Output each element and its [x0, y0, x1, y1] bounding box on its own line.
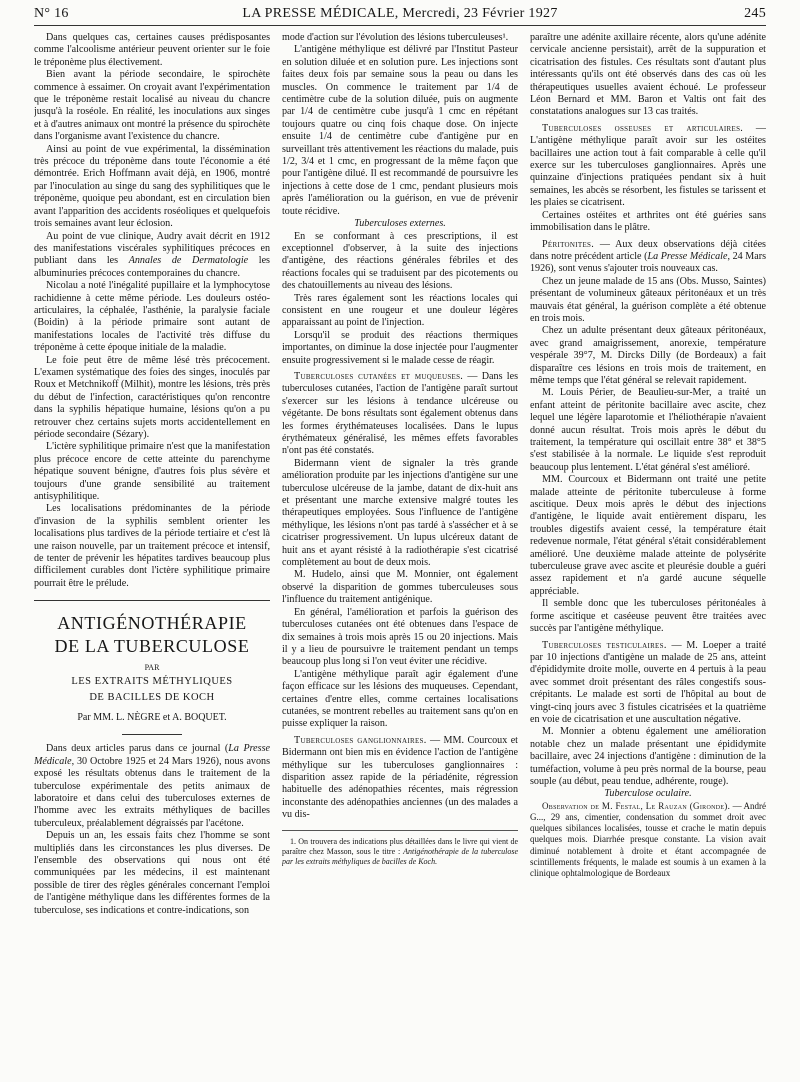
paragraph: Tuberculoses osseuses et articulaires. — L'antigène méthylique paraît avoir sur les ostéites bacillaires une action tout à fait comparable à celle qu'il exerce sur les tuberculoses ganglionnaires. Après une quinzaine d'injections pratiquées pendant six à huit semaines, les abcès se résorbent, les fistules se tarissent et les plaies se cicatrisent. — [530, 122, 766, 209]
paragraph: Dans quelques cas, certaines causes prédisposantes comme l'alcoolisme antérieur peuvent orienter sur le foie le tréponème plus électivement. — [34, 32, 270, 68]
paragraph: Tuberculoses testiculaires. — M. Loeper a traité par 10 injections d'antigène un malade de 25 ans, atteint d'épididymite droite molle, ouverte en 4 pertuis à la peau avec sommet droit présentant des râles congestifs sous-crépitants. Le malade est sorti de l'hôpital au bout de vingt-cinq jours avec 3 fistules cicatrisées et la quatrième en voie de cicatrisation et une auscultation négative. — [530, 639, 766, 725]
paragraph: Nicolau a noté l'inégalité pupillaire et la lymphocytose rachidienne à cette même période. Les douleurs ostéo-articulaires, la céphalée, l'asthénie, la paralysie faciale (Boidin) à la période primaire sont autant de manifestations locales de l'activité très diffuse du tréponème à cette époque initiale de la maladie. — [34, 280, 270, 354]
paragraph: Tuberculoses cutanées et muqueuses. — Dans les tuberculoses cutanées, l'action de l'antigène paraît surtout s'exercer sur les lésions à tendance ulcéreuse ou végétante. De bons résultats sont également obtenus dans les formes érythémateuses localisées. Dans le lupus érythémateux généralisé, les mêmes effets favorables n'ont pas été constatés. — [282, 370, 518, 457]
paragraph: En général, l'amélioration et parfois la guérison des tuberculoses cutanées ont été obtenues dans l'espace de dix semaines à trois mois après 15 ou 20 injections. Mais il y a lieu de poursuivre le traitement pendant un temps beaucoup plus long si l'on veut éviter une récidive. — [282, 606, 518, 668]
article-title-line-1: ANTIGÉNOTHÉRAPIE — [57, 613, 247, 634]
paragraph: Lorsqu'il se produit des réactions thermiques importantes, on diminue la dose injectée pour l'augmenter ensuite progressivement si le malade cesse de réagir. — [282, 329, 518, 366]
paragraph: Chez un jeune malade de 15 ans (Obs. Musso, Saintes) présentant de volumineux gâteaux péritonéaux et un très mauvais état général, la guérison complète a été obtenue en trois mois. — [530, 275, 766, 324]
issue-number: N° 16 — [34, 6, 69, 21]
paragraph: Certaines ostéites et arthrites ont été guéries sans immobilisation dans le plâtre. — [530, 209, 766, 234]
paragraph: Bien avant la période secondaire, le spirochète commence à essaimer. On croyait avant l'expérimentation que le tréponème restait localisé au niveau du chancre jusqu'à la roséole. En réalité, les inoculations aux singes et à d'autres animaux ont montré la présence du spirochète dans l'organisme avant l'existence du chancre. — [34, 69, 270, 143]
paragraph: paraître une adénite axillaire récente, alors qu'une adénite cervicale ancienne persistait), arrêt de la suppuration et cicatrisation des fistules. Ces résultats sont d'autant plus intéressants qu'ils ont été observés dans des cas où les thérapeutiques usuelles avaient échoué. Le professeur Léon Bernard et MM. Baron et Valtis ont fait des constatations analogues sur 13 cas traités. — [530, 32, 766, 118]
article-subtitle-line-1: LES EXTRAITS MÉTHYLIQUES — [71, 676, 233, 688]
footnote: 1. On trouvera des indications plus détaillées dans le livre qui vient de paraître chez Masson, sous le titre : Antigénothérapie de la tuberculose par les extraits méthyliques de bacilles de Koch. — [282, 830, 518, 867]
journal-title: LA PRESSE MÉDICALE, Mercredi, 23 Février 1927 — [242, 6, 558, 21]
section-title: Tuberculoses externes. — [354, 218, 446, 230]
header-rule — [34, 25, 766, 26]
paragraph: Depuis un an, les essais faits chez l'homme se sont multipliés dans les circonstances les plus diverses. De l'ensemble des observations qui nous ont été communiquées par les médecins, il est maintenant possible de tirer des règles générales concernant l'emploi de l'antigène méthylique dans les différentes formes de la tuberculose, ses indications et contre-indications, son — [34, 830, 270, 916]
paragraph: M. Monnier a obtenu également une amélioration notable chez un malade présentant une épididymite bacillaire, avec 24 injections d'antigène : diminution de la tuméfaction, volume à peu près normal de la bourse, peau souple (au début, peau tendue, adhérente, rouge). — [530, 726, 766, 787]
paragraph: M. Hudelo, ainsi que M. Monnier, ont également observé la disparition de gommes tuberculeuses sous l'influence du traitement antigénique. — [282, 569, 518, 606]
page-number: 245 — [744, 6, 766, 21]
paragraph: MM. Courcoux et Bidermann ont traité une petite malade atteinte de péritonite tuberculeuse à forme ascitique. Deux mois après le début des injections d'antigène, le liquide avait entièrement disparu, les troubles digestifs avaient cessé, la température était redevenue normale, l'état général s'était considérablement amélioré. Une deuxième malade atteinte de polysérite tuberculeuse grave avec ascite et pleurésie double a guéri assez rapidement et n'a gardé aucune séquelle appréciable. — [530, 474, 766, 597]
paragraph: En se conformant à ces prescriptions, il est exceptionnel d'observer, à la suite des injections d'antigène, des réactions générales fébriles et des réactions focales qui se traduisent par des picotements ou des chatouillements au niveau des lésions. — [282, 230, 518, 292]
paragraph: Dans deux articles parus dans ce journal (La Presse Médicale, 30 Octobre 1925 et 24 Mars 1926), nous avons exposé les résultats obtenus dans le traitement de la tuberculose expérimentale des petits animaux de laboratoire et dans celui des tuberculoses externes de l'homme avec les extraits méthyliques de bacilles tuberculeux, préalablement dégraissés par l'acétone. — [34, 743, 270, 829]
article-heading — [34, 600, 270, 735]
subsection-heading: Tuberculoses ganglionnaires. — [294, 734, 427, 746]
subsection-heading: Tuberculoses testiculaires. — [542, 639, 667, 651]
paragraph: Péritonites. — Aux deux observations déjà citées dans notre précédent article (La Presse Médicale, 24 Mars 1926), sont venus s'ajouter trois nouveaux cas. — [530, 238, 766, 275]
column-1 — [34, 32, 270, 1074]
paragraph: L'antigène méthylique paraît agir également d'une façon efficace sur les lésions des muqueuses. Cependant, certaines d'entre elles, comme certaines localisations cutanées, se montrent rebelles au traitement sans qu'on en puisse expliquer la raison. — [282, 668, 518, 730]
column-3 — [530, 32, 766, 1074]
observation-heading: Observation de M. Festal, Le Rauzan (Gironde). — [542, 800, 731, 811]
short-rule — [122, 734, 182, 735]
paragraph: mode d'action sur l'évolution des lésions tuberculeuses¹. — [282, 32, 509, 43]
article-authors: Par MM. L. NÈGRE et A. BOQUET. — [77, 712, 227, 724]
article-rule — [34, 600, 270, 601]
paragraph: L'ictère syphilitique primaire n'est que la manifestation plus précoce encore de cette atteinte du parenchyme hépatique souvent bénigne, d'autres fois plus sévère et toujours d'une grande sensibilité au traitement antisyphilitique. — [34, 441, 270, 503]
paragraph: Observation de M. Festal, Le Rauzan (Gironde). — André G..., 29 ans, cimentier, condensation du sommet droit avec quelques sibilances localisées, tousse et crache le matin depuis quelques mois. Diarrhée presque constante. La vision avait diminué notablement à droite et étant accompagnée de scintillements fréquents, le malade est soumis à un examen à la clinique ophtalmologique de Bordeaux — [530, 800, 766, 878]
article-subtitle-line-2: DE BACILLES DE KOCH — [89, 692, 215, 704]
paragraph: Au point de vue clinique, Audry avait décrit en 1912 des manifestations viscérales syphilitiques précoces en publiant dans les Annales de Dermatologie les albuminuries précoces contemporaines du chancre. — [34, 230, 270, 279]
paragraph: Tuberculoses ganglionnaires. — MM. Courcoux et Bidermann ont bien mis en évidence l'action de l'antigène méthylique sur les tuberculoses ganglionnaires : disparition assez rapide de la périadénite, régression habituelle des adénopathies récentes, mais régression inconstante des adénopathies anciennes (un des malades a vu dis- — [282, 734, 518, 821]
section-title: Tuberculose oculaire. — [604, 788, 692, 800]
paragraph: Il semble donc que les tuberculoses péritonéales à forme ascitique et caséeuse peuvent être traitées avec succès par l'antigène méthylique. — [530, 598, 766, 635]
article-title-line-2: DE LA TUBERCULOSE — [54, 636, 250, 657]
paragraph: Très rares également sont les réactions locales qui consistent en une rougeur et une douleur légères apparaissant au point de l'injection. — [282, 292, 518, 329]
subsection-heading: Tuberculoses osseuses et articulaires. — [542, 122, 744, 134]
subsection-heading: Péritonites. — [542, 238, 595, 250]
paragraph: Ainsi au point de vue expérimental, la dissémination très précoce du tréponème dans toute l'économie a été démontrée. Erich Hoffmann avait déjà, en 1906, montré par l'inoculation au singe du sang des syphilitiques que le tréponème, quoique peu abondant, est en circulation bien avant l'apparition des accidents roséoliques et quelquefois trois semaines avant leur éclosion. — [34, 143, 270, 230]
subsection-heading: Tuberculoses cutanées et muqueuses. — [294, 370, 464, 382]
paragraph: M. Louis Périer, de Beaulieu-sur-Mer, a traité un enfant atteint de péritonite bacillaire avec ascite, chez lequel une légère laparotomie et l'héliothérapie n'avaient donné aucun résultat. Trois mois après le début du traitement, la température qui oscillait entre 38° et 38°5 s'est stabilisée à la normale. Le liquide s'est reproduit beaucoup plus lentement. L'état général s'est amélioré. — [530, 387, 766, 473]
paragraph: Chez un adulte présentant deux gâteaux péritonéaux, avec grand amaigrissement, anorexie, température vespérale 39°7, M. Dircks Dilly (de Bordeaux) a fait disparaître ces lésions en trois mois de traitement, en même temps que l'état général se relevait rapidement. — [530, 325, 766, 386]
column-2 — [282, 32, 518, 1074]
page-header — [34, 4, 766, 26]
paragraph: Bidermann vient de signaler la très grande amélioration produite par les injections d'antigène sur une tuberculose ulcéreuse de la jambe, datant de dix-huit ans et présentant une marche extensive malgré toutes les thérapeutiques employées. Sous l'influence de l'antigène méthylique, les lésions n'ont pas tardé à s'assécher et à se cicatriser progressivement. Un lupus ulcéreux datant de huit ans et ayant résisté à la radiothérapie s'est cicatrisé complètement au bout de deux mois. — [282, 457, 518, 569]
paragraph: Les localisations prédominantes de la période d'invasion de la syphilis semblent orienter les localisations plus tardives de la période tertiaire et c'est là une raison nouvelle, par un traitement précoce et intensif, de tenter de prévenir les hépatites tardives beaucoup plus difficilement curables dont l'ictère syphilitique primaire pourrait être le prélude. — [34, 503, 270, 589]
paragraph: L'antigène méthylique est délivré par l'Institut Pasteur en solution diluée et en solution pure. Les injections sont faites deux fois par semaine sous la peau ou dans les muscles. On commence le traitement par 1/4 de centimètre cube de la solution diluée, puis on augmente par 1/4 de centimètre cube jusqu'à 1 cmc en répétant toujours quatre ou cinq fois chaque dose. On injecte ensuite 1/4 de centimètre cube d'antigène pur en surveillant très attentivement les réactions du malade, puis 1/2, 3/4 et 1 cmc, en progressant de la même façon que pour l'antigène dilué. Il est recommandé de poursuivre les injections à cette dose de 1 cmc, pendant plusieurs mois après l'amélioration ou la guérison, en vue de prévenir toute récidive. — [282, 44, 518, 217]
paragraph: Le foie peut être de même lésé très précocement. L'examen systématique des foies des singes, inoculés par Roux et Metchnikoff (Milhit), montre les lésions, très près du début de l'infection, caractéristiques qu'on rencontre dans la syphilis hépatique humaine, lésions qu'on a pu retrouver chez certains sujets morts accidentellement en période secondaire (Sézary). — [34, 354, 270, 440]
article-par: PAR — [144, 663, 160, 673]
